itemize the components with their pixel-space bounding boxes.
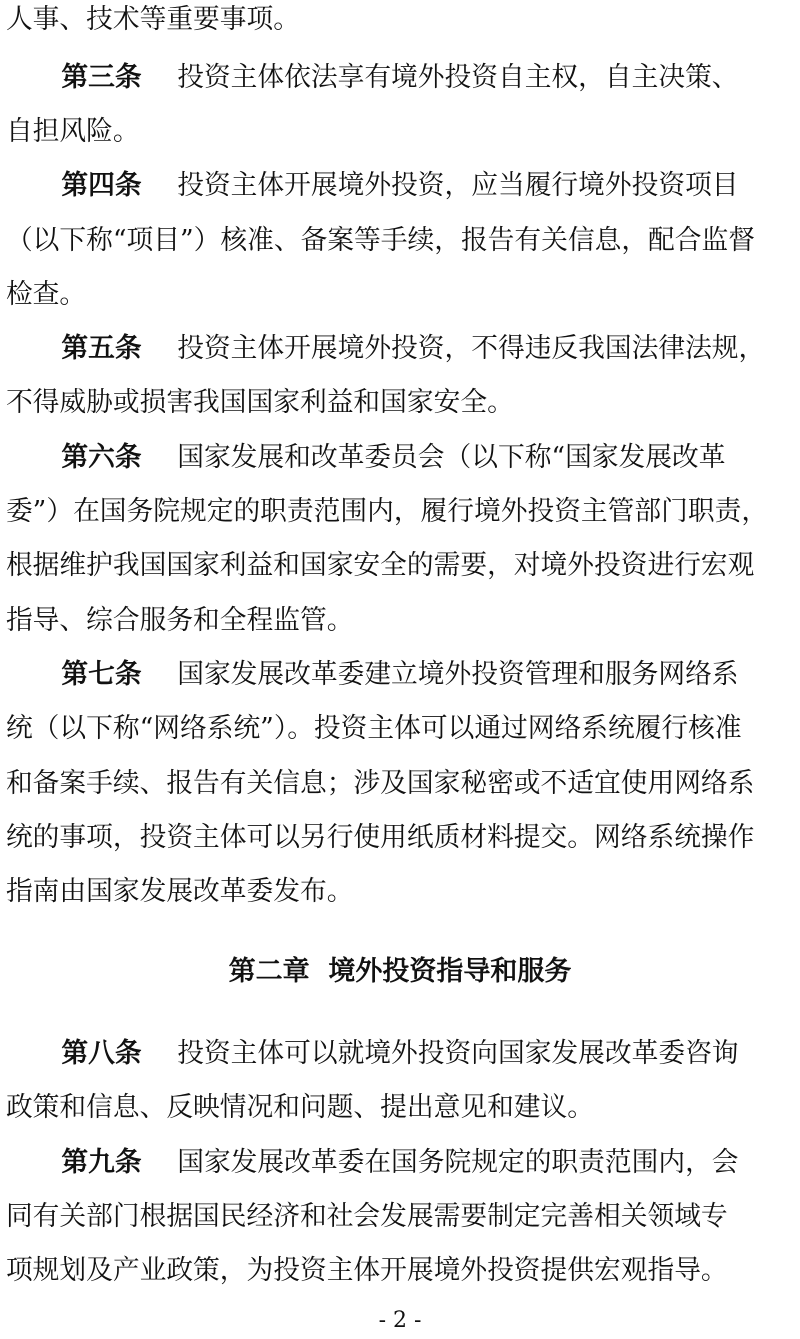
article-7-label: 第七条: [61, 659, 142, 690]
article-6-label: 第六条: [61, 442, 142, 473]
article-8-label: 第八条: [61, 1038, 142, 1069]
article-6-line-2: 委”）在国务院规定的职责范围内，履行境外投资主管部门职责，: [5, 496, 769, 527]
text-line: 人事、技术等重要事项。: [5, 4, 300, 35]
article-8-line-2: 政策和信息、反映情况和问题、提出意见和建议。: [5, 1092, 594, 1123]
article-text: 国家发展改革委在国务院规定的职责范围内，会: [177, 1147, 739, 1178]
article-4-line-3: 检查。: [5, 279, 87, 310]
article-9-line-1: [0, 1143, 792, 1183]
article-7-line-4: 统的事项，投资主体可以另行使用纸质材料提交。网络系统操作: [5, 822, 755, 853]
article-text: 投资主体开展境外投资，应当履行境外投资项目: [177, 170, 739, 201]
article-9-line-3: 项规划及产业政策，为投资主体开展境外投资提供宏观指导。: [5, 1255, 728, 1286]
article-6-line-1: [0, 438, 792, 478]
article-6-line-4: 指导、综合服务和全程监管。: [5, 605, 354, 636]
article-9-line-2: 同有关部门根据国民经济和社会发展需要制定完善相关领域专: [5, 1201, 728, 1232]
article-4-line-1: [0, 166, 792, 206]
article-7-line-5: 指南由国家发展改革委发布。: [5, 876, 354, 907]
article-5-line-2: 不得威胁或损害我国国家利益和国家安全。: [5, 387, 514, 418]
article-text: 投资主体可以就境外投资向国家发展改革委咨询: [177, 1038, 739, 1069]
article-7-line-2: 统（以下称“网络系统”）。投资主体可以通过网络系统履行核准: [5, 713, 742, 744]
article-text: 国家发展和改革委员会（以下称“国家发展改革: [177, 442, 726, 473]
article-6-line-3: 根据维护我国国家利益和国家安全的需要，对境外投资进行宏观: [5, 550, 755, 581]
article-7-line-1: [0, 655, 792, 695]
article-9-label: 第九条: [61, 1147, 142, 1178]
article-5-line-1: [0, 329, 792, 369]
article-text: 投资主体依法享有境外投资自主权，自主决策、: [177, 62, 739, 93]
article-8-line-1: [0, 1034, 792, 1074]
article-text: 国家发展改革委建立境外投资管理和服务网络系: [177, 659, 739, 690]
page-number: - 2 -: [378, 1308, 422, 1333]
article-4-label: 第四条: [61, 170, 142, 201]
article-3-line-1: [0, 58, 792, 98]
chapter-heading: 第二章 境外投资指导和服务: [228, 956, 572, 987]
article-7-line-3: 和备案手续、报告有关信息；涉及国家秘密或不适宜使用网络系: [5, 768, 755, 799]
article-3-label: 第三条: [61, 62, 142, 93]
article-text: 投资主体开展境外投资，不得违反我国法律法规，: [177, 333, 766, 364]
article-3-line-2: 自担风险。: [5, 116, 140, 147]
article-5-label: 第五条: [61, 333, 142, 364]
article-4-line-2: （以下称“项目”）核准、备案等手续，报告有关信息，配合监督: [5, 225, 755, 256]
